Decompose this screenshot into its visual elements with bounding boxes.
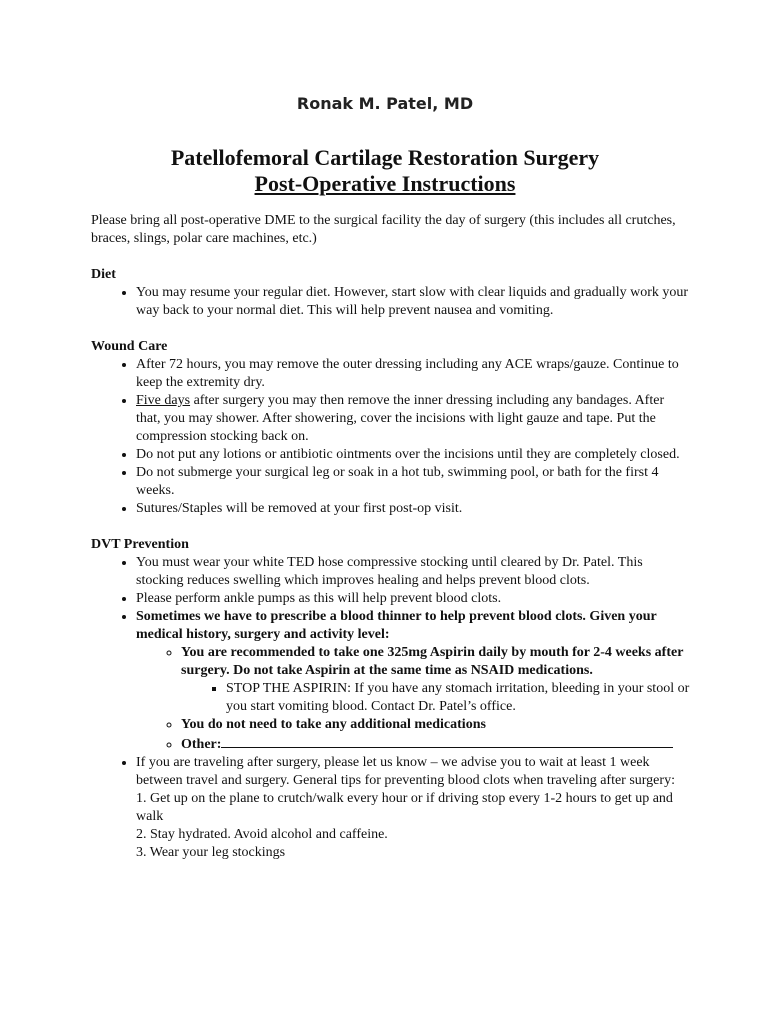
medication-options [136, 644, 691, 754]
option-aspirin [181, 644, 691, 716]
list-item: • Do not put any lotions or antibiotic ointments over the incisions until they are completely closed. [136, 446, 691, 464]
option-other [181, 734, 691, 754]
wound-care-list [91, 356, 691, 518]
list-item: ▪ STOP THE ASPIRIN: If you have any stomach irritation, bleeding in your stool or you start vomiting blood. Contact Dr. Patel’s office. [226, 680, 691, 716]
emphasis-five-days: Five days [136, 393, 191, 408]
document-subtitle: Post-Operative Instructions [254, 171, 516, 196]
list-item: • Please perform ankle pumps as this will help prevent blood clots. [136, 590, 691, 608]
doctor-name: Ronak M. Patel, MD [296, 94, 474, 113]
list-item: • Sutures/Staples will be removed at your first post-op visit. [136, 500, 691, 518]
item-text: after surgery you may then remove the inner dressing including any bandages. After that, you may shower. After showering, cover the incisions with light gauze and tape. Put the compression stocking back on. [136, 393, 665, 444]
wound-care-section [91, 338, 691, 518]
list-item [136, 608, 691, 754]
document-body [91, 212, 691, 862]
option-no-medication: ◦ You do not need to take any additional medications [181, 716, 691, 734]
other-label: Other: [181, 737, 222, 752]
dvt-heading: DVT Prevention [91, 537, 189, 552]
item-text: You are recommended to take one 325mg Aspirin daily by mouth for 2-4 weeks after surgery. Do not take Aspirin at the same time as NSAID medications. [181, 645, 684, 678]
tip-item: 2. Stay hydrated. Avoid alcohol and caffeine. [136, 827, 388, 842]
dvt-section [91, 536, 691, 862]
document-title: Patellofemoral Cartilage Restoration Surgery [170, 145, 600, 170]
travel-tips [91, 790, 691, 862]
wound-care-heading: Wound Care [91, 339, 168, 354]
list-item [136, 392, 691, 446]
tip-item: 1. Get up on the plane to crutch/walk every hour or if driving stop every 1-2 hours to get up and walk [136, 791, 673, 824]
list-item: • After 72 hours, you may remove the outer dressing including any ACE wraps/gauze. Continue to keep the extremity dry. [136, 356, 691, 392]
list-item: • Do not submerge your surgical leg or soak in a hot tub, swimming pool, or bath for the first 4 weeks. [136, 464, 691, 500]
dvt-list [91, 554, 691, 790]
diet-section [91, 266, 691, 320]
item-text: Sometimes we have to prescribe a blood thinner to help prevent blood clots. Given your medical history, surgery and activity level: [136, 609, 657, 642]
diet-list [91, 284, 691, 320]
diet-heading: Diet [91, 267, 116, 282]
list-item: • If you are traveling after surgery, please let us know – we advise you to wait at least 1 week between travel and surgery. General tips for preventing blood clots when traveling after surgery: [136, 754, 691, 790]
tip-item: 3. Wear your leg stockings [136, 845, 286, 860]
list-item: • You must wear your white TED hose compressive stocking until cleared by Dr. Patel. This stocking reduces swelling which improves healing and helps prevent blood clots. [136, 554, 691, 590]
list-item: • You may resume your regular diet. However, start slow with clear liquids and gradually work your way back to your normal diet. This will help prevent nausea and vomiting. [136, 284, 691, 320]
intro-paragraph: Please bring all post-operative DME to the surgical facility the day of surgery (this includes all crutches, braces, slings, polar care machines, etc.) [91, 213, 676, 246]
aspirin-details [181, 680, 691, 716]
other-blank-line[interactable] [221, 734, 673, 748]
